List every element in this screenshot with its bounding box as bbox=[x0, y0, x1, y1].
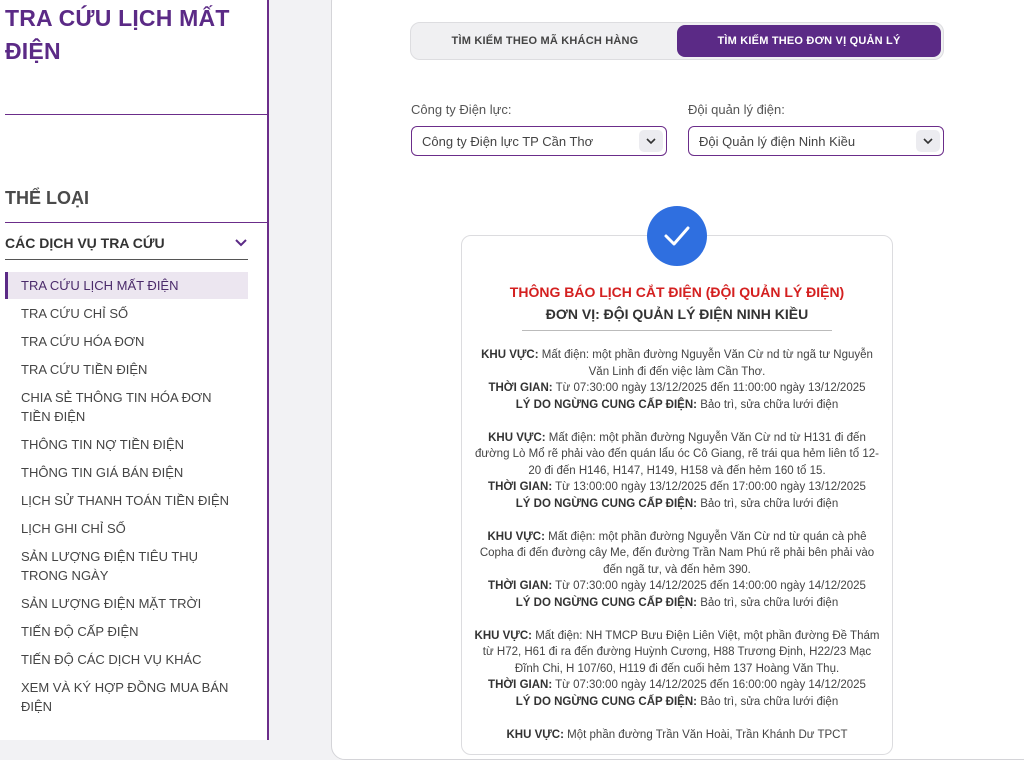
check-icon bbox=[647, 206, 707, 266]
team-select[interactable] bbox=[688, 126, 944, 156]
menu-item-dien-mat-troi[interactable]: SẢN LƯỢNG ĐIỆN MẶT TRỜI bbox=[21, 596, 202, 611]
entry-time: THỜI GIAN: Từ 13:00:00 ngày 13/12/2025 đến 17:00:00 ngày 13/12/2025 bbox=[488, 481, 866, 493]
chevron-down-icon bbox=[234, 236, 248, 250]
divider bbox=[5, 114, 268, 115]
team-select-value: Đội Quản lý điện Ninh Kiều bbox=[699, 134, 856, 149]
menu-item-gia-ban-dien[interactable]: THÔNG TIN GIÁ BÁN ĐIỆN bbox=[21, 465, 184, 480]
entry-area: KHU VỰC: Mất điện: NH TMCP Bưu Điện Liên Việt, một phần đường Đề Thám từ H72, H61 đi ra đến đường Huỳnh Cương, H88 Trương Định, H22/23 Mạc Đĩnh Chi, H 107/60, H119 đi đến cuối hẻm 137 Hoàng Văn Thụ. bbox=[474, 629, 880, 675]
notice-title: THÔNG BÁO LỊCH CẮT ĐIỆN (ĐỘI QUẢN LÝ ĐIỆN) bbox=[509, 284, 845, 300]
entry-reason: LÝ DO NGỪNG CUNG CẤP ĐIỆN: Bảo trì, sửa chữa lưới điện bbox=[515, 398, 839, 411]
menu-item-hop-dong-mua-ban[interactable]: XEM VÀ KÝ HỢP ĐỒNG MUA BÁN ĐIỆN bbox=[21, 680, 229, 714]
entry-reason: LÝ DO NGỪNG CUNG CẤP ĐIỆN: Bảo trì, sửa chữa lưới điện bbox=[515, 695, 839, 708]
entry-area: KHU VỰC: Một phần đường Trần Văn Hoài, Trần Khánh Dư TPCT bbox=[506, 728, 848, 741]
category-heading: THỂ LOẠI bbox=[5, 188, 89, 208]
section-toggle-tra-cuu[interactable] bbox=[5, 230, 248, 260]
menu-item-tien-dien[interactable]: TRA CỨU TIỀN ĐIỆN bbox=[21, 362, 148, 377]
company-label: Công ty Điện lực: bbox=[411, 102, 512, 117]
page-title: TRA CỨU LỊCH MẤT ĐIỆN bbox=[5, 5, 230, 64]
section-label: CÁC DỊCH VỤ TRA CỨU bbox=[5, 235, 165, 251]
chevron-down-icon bbox=[639, 130, 663, 152]
unit-title: ĐƠN VỊ: ĐỘI QUẢN LÝ ĐIỆN NINH KIỀU bbox=[545, 306, 809, 322]
company-select[interactable] bbox=[411, 126, 667, 156]
entry-area: KHU VỰC: Mất điện: một phần đường Nguyễn Văn Cừ nd từ quán cà phê Copha đi đến đường cây Me, đến đường Trần Nam Phú rẽ phải bên phải vào đến ngã tư, và đến hẻm 390. bbox=[479, 530, 875, 576]
menu-item-hoa-don[interactable]: TRA CỨU HÓA ĐƠN bbox=[21, 334, 145, 349]
outage-entry bbox=[472, 727, 882, 744]
divider bbox=[522, 330, 832, 331]
outage-entry bbox=[472, 430, 882, 513]
tab-search-by-unit[interactable]: TÌM KIẾM THEO ĐƠN VỊ QUẢN LÝ bbox=[677, 25, 941, 57]
menu-item-lich-su-thanh-toan[interactable]: LỊCH SỬ THANH TOÁN TIỀN ĐIỆN bbox=[21, 493, 230, 508]
chevron-down-icon bbox=[916, 130, 940, 152]
entry-time: THỜI GIAN: Từ 07:30:00 ngày 13/12/2025 đến 11:00:00 ngày 13/12/2025 bbox=[488, 382, 866, 394]
outage-entry bbox=[472, 529, 882, 612]
menu-item-tien-do-dich-vu-khac[interactable]: TIẾN ĐỘ CÁC DỊCH VỤ KHÁC bbox=[21, 652, 202, 667]
entry-area: KHU VỰC: Mất điện: một phần đường Nguyễn Văn Cừ nd từ ngã tư Nguyễn Văn Linh đi đến việc làm Cần Thơ. bbox=[481, 349, 873, 378]
menu-item-san-luong-ngay[interactable]: SẢN LƯỢNG ĐIỆN TIÊU THỤ TRONG NGÀY bbox=[21, 549, 199, 583]
menu-item-tien-do-cap-dien[interactable]: TIẾN ĐỘ CẤP ĐIỆN bbox=[21, 624, 139, 639]
entry-time: THỜI GIAN: Từ 07:30:00 ngày 14/12/2025 đến 16:00:00 ngày 14/12/2025 bbox=[488, 679, 866, 691]
team-label: Đội quản lý điện: bbox=[688, 102, 785, 117]
entry-time: THỜI GIAN: Từ 07:30:00 ngày 14/12/2025 đến 14:00:00 ngày 14/12/2025 bbox=[488, 580, 866, 592]
outage-entry bbox=[472, 628, 882, 711]
sidebar bbox=[0, 0, 269, 740]
search-mode-tabs bbox=[410, 22, 944, 60]
menu-item-chi-so[interactable]: TRA CỨU CHỈ SỐ bbox=[21, 306, 129, 321]
menu-item-lich-ghi-chi-so[interactable]: LỊCH GHI CHỈ SỐ bbox=[21, 521, 126, 536]
menu-item-chia-se-hoa-don[interactable]: CHIA SẺ THÔNG TIN HÓA ĐƠN TIỀN ĐIỆN bbox=[21, 390, 212, 424]
company-select-value: Công ty Điện lực TP Cần Thơ bbox=[422, 134, 594, 149]
tab-search-by-customer[interactable]: TÌM KIẾM THEO MÃ KHÁCH HÀNG bbox=[451, 35, 639, 47]
menu-item-no-tien-dien[interactable]: THÔNG TIN NỢ TIỀN ĐIỆN bbox=[21, 437, 185, 452]
entry-reason: LÝ DO NGỪNG CUNG CẤP ĐIỆN: Bảo trì, sửa chữa lưới điện bbox=[515, 497, 839, 510]
divider bbox=[5, 222, 268, 223]
menu-item-lich-mat-dien[interactable]: TRA CỨU LỊCH MẤT ĐIỆN bbox=[5, 272, 248, 299]
entry-area: KHU VỰC: Mất điện: một phần đường Nguyễn Văn Cừ nd từ H131 đi đến đường Lò Mổ rẽ phải vào đến quán lẩu óc Cô Giang, rẽ trái qua hẻm liên tổ 12-20 đi đến H146, H147, H149, H158 và đến hẻm 160 tổ 15. bbox=[475, 431, 879, 477]
outage-list bbox=[472, 347, 882, 760]
outage-entry bbox=[472, 347, 882, 413]
entry-reason: LÝ DO NGỪNG CUNG CẤP ĐIỆN: Bảo trì, sửa chữa lưới điện bbox=[515, 596, 839, 609]
service-menu bbox=[5, 272, 248, 721]
